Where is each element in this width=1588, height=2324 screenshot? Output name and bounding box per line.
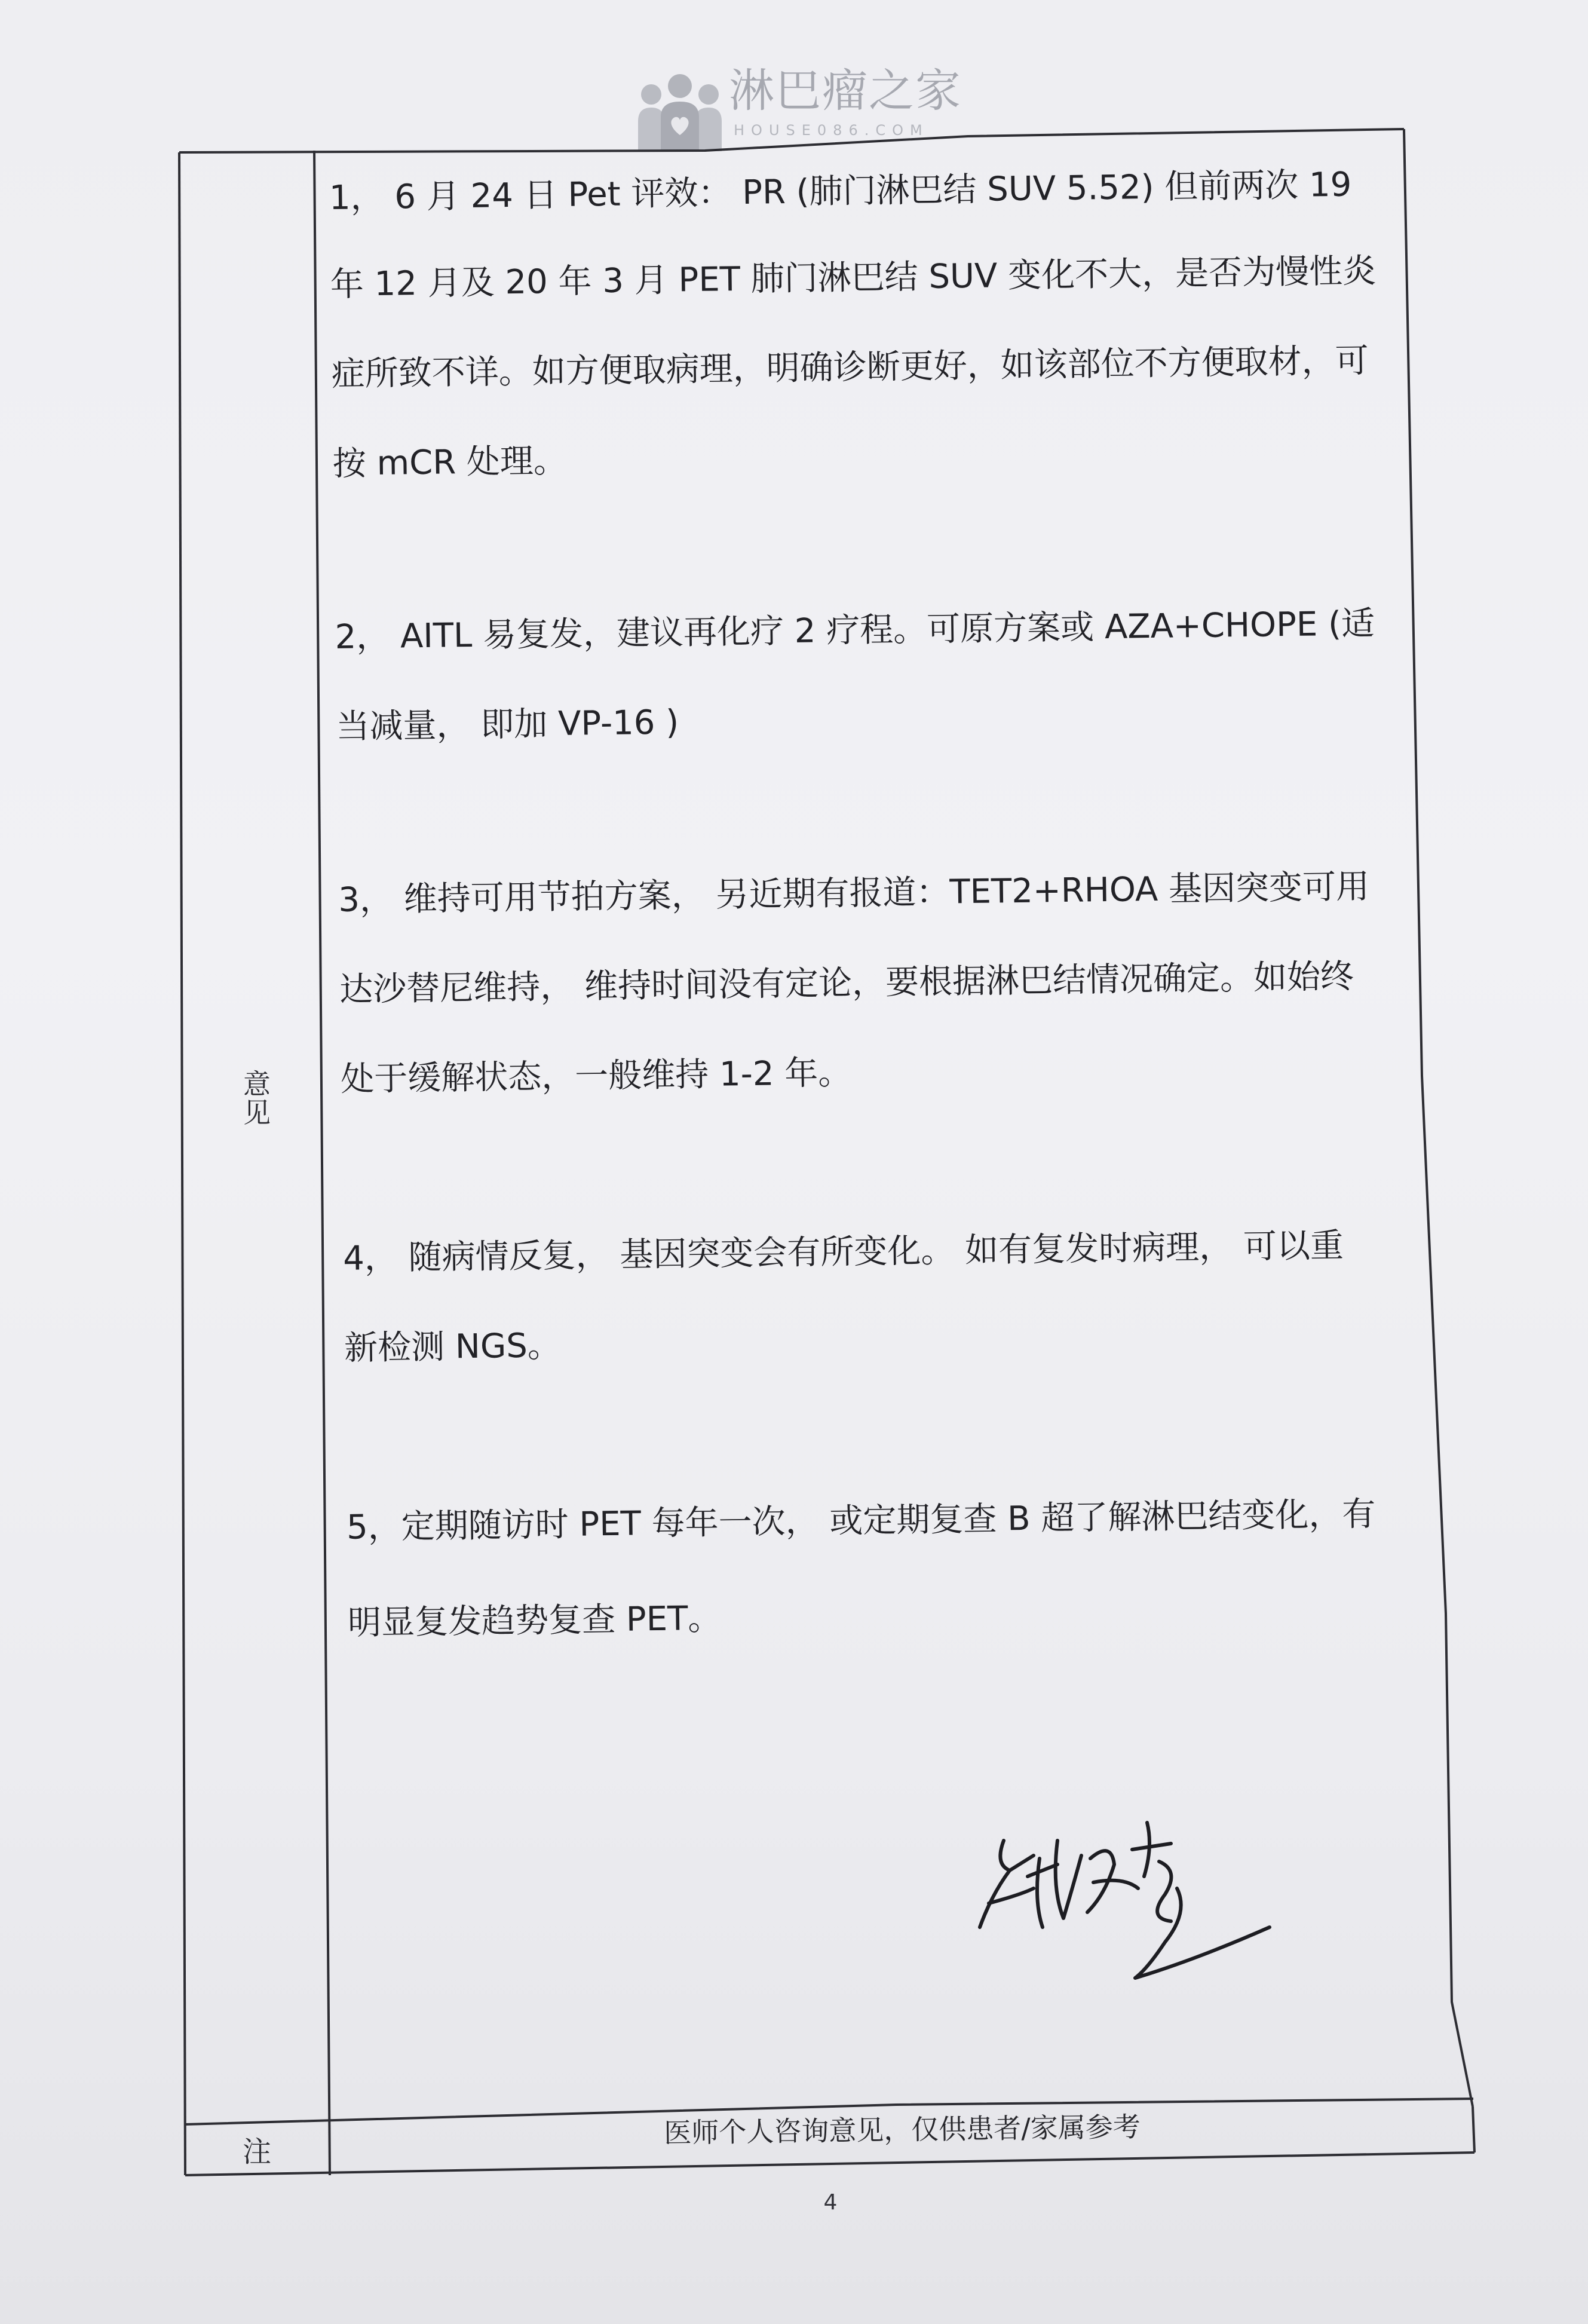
note-text: 医师个人咨询意见，仅供患者/家属参考 <box>663 2110 1141 2150</box>
opinion-label <box>239 1070 275 1128</box>
opinion-line: 明显复发趋势复查 PET。 <box>347 1599 722 1643</box>
opinion-line: 2， AITL 易复发，建议再化疗 2 疗程。可原方案或 AZA+CHOPE (适 <box>335 604 1375 657</box>
opinion-line: 处于缓解状态，一般维持 1-2 年。 <box>340 1053 852 1099</box>
page-number: 4 <box>823 2190 838 2215</box>
logo-subtitle: HOUSE086.COM <box>734 122 929 139</box>
logo-title: 淋巴瘤之家 <box>729 64 962 117</box>
note-label: 注 <box>242 2135 271 2169</box>
opinion-label-char-2: 见 <box>243 1097 271 1129</box>
opinion-line: 3， 维持可用节拍方案， 另近期有报道：TET2+RHOA 基因突变可用 <box>338 867 1370 920</box>
opinion-line: 4， 随病情反复， 基因突变会有所变化。 如有复发时病理， 可以重 <box>342 1226 1344 1278</box>
handwritten-signature <box>968 1799 1279 1990</box>
opinion-line: 新检测 NGS。 <box>344 1326 562 1368</box>
opinion-line: 症所致不详。如方便取病理，明确诊断更好，如该部位不方便取材，可 <box>331 341 1369 394</box>
opinion-line: 5，定期随访时 PET 每年一次， 或定期复查 B 超了解淋巴结变化，有 <box>346 1495 1376 1547</box>
opinion-line: 达沙替尼维持， 维持时间没有定论，要根据淋巴结情况确定。如始终 <box>339 957 1354 1009</box>
opinion-line: 年 12 月及 20 年 3 月 PET 肺门淋巴结 SUV 变化不大，是否为慢性炎 <box>330 252 1377 304</box>
opinion-line: 当减量， 即加 VP-16 ) <box>336 703 679 746</box>
opinion-line: 1， 6 月 24 日 Pet 评效： PR (肺门淋巴结 SUV 5.52) 但前两次 19 <box>329 165 1352 218</box>
opinion-line: 按 mCR 处理。 <box>332 441 568 483</box>
opinion-label-char-1: 意 <box>243 1068 271 1100</box>
